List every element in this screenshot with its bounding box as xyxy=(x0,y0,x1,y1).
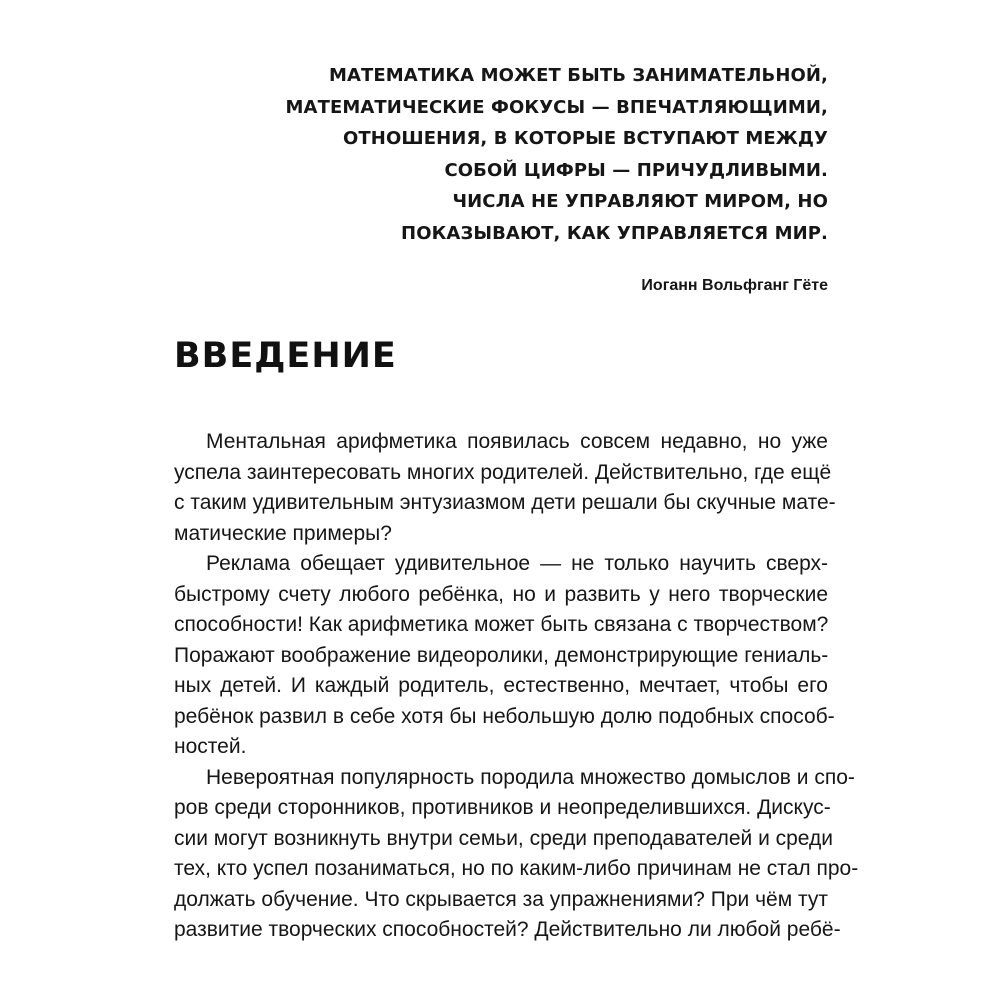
chapter-title: ВВЕДЕНИЕ xyxy=(174,336,397,376)
text-line: ребёнок развил в себе хотя бы небольшую долю подобных способ- xyxy=(174,704,835,728)
text-line: Невероятная популярность породила множество домыслов и спо- xyxy=(206,765,855,789)
text-line: ностей. xyxy=(174,735,247,758)
text-line: ров среди сторонников, противников и неопределившихся. Дискус- xyxy=(174,796,831,819)
text-line: Ментальная арифметика появилась совсем недавно, но уже xyxy=(206,430,828,453)
epigraph-line: ЧИСЛА НЕ УПРАВЛЯЮТ МИРОМ, НО xyxy=(452,191,828,213)
epigraph-line: МАТЕМАТИКА МОЖЕТ БЫТЬ ЗАНИМАТЕЛЬНОЙ, xyxy=(328,65,828,86)
epigraph-line: ПОКАЗЫВАЮТ, КАК УПРАВЛЯЕТСЯ МИР. xyxy=(401,222,828,244)
paragraph-1 xyxy=(174,427,836,549)
paragraph-2 xyxy=(174,549,835,763)
epigraph-line: МАТЕМАТИЧЕСКИЕ ФОКУСЫ — ВПЕЧАТЛЯЮЩИМИ, xyxy=(285,96,828,118)
text-line: тех, кто успел позаниматься, но по каким-либо причинам не стал про- xyxy=(174,857,859,880)
text-line: матические примеры? xyxy=(174,521,392,545)
paragraph-3 xyxy=(174,763,859,946)
text-line: Поражают воображение видеоролики, демонстрирующие гениаль- xyxy=(174,643,829,667)
epigraph-line: ОТНОШЕНИЯ, В КОТОРЫЕ ВСТУПАЮТ МЕЖДУ xyxy=(343,128,828,150)
text-line: успела заинтересовать многих родителей. Действительно, где ещё xyxy=(174,460,832,484)
epigraph-author: Иоганн Вольфганг Гёте xyxy=(641,276,828,294)
body-text xyxy=(174,427,859,946)
epigraph xyxy=(286,60,828,296)
text-line: способности! Как арифметика может быть связана с творчеством? xyxy=(174,613,829,636)
text-line: с таким удивительным энтузиазмом дети решали бы скучные мате- xyxy=(174,491,836,514)
text-line: развитие творческих способностей? Действительно ли любой ребё- xyxy=(174,918,841,941)
text-line: быстрому счету любого ребёнка, но и развить у него творческие xyxy=(174,582,828,606)
text-line: Реклама обещает удивительное — не только научить сверх- xyxy=(206,552,828,575)
epigraph-line: СОБОЙ ЦИФРЫ — ПРИЧУДЛИВЫМИ. xyxy=(444,159,828,181)
text-line: ных детей. И каждый родитель, естественно, мечтает, чтобы его xyxy=(174,674,828,697)
text-line: сии могут возникнуть внутри семьи, среди преподавателей и среди xyxy=(174,826,834,850)
text-line: должать обучение. Что скрывается за упражнениями? При чём тут xyxy=(174,887,828,911)
